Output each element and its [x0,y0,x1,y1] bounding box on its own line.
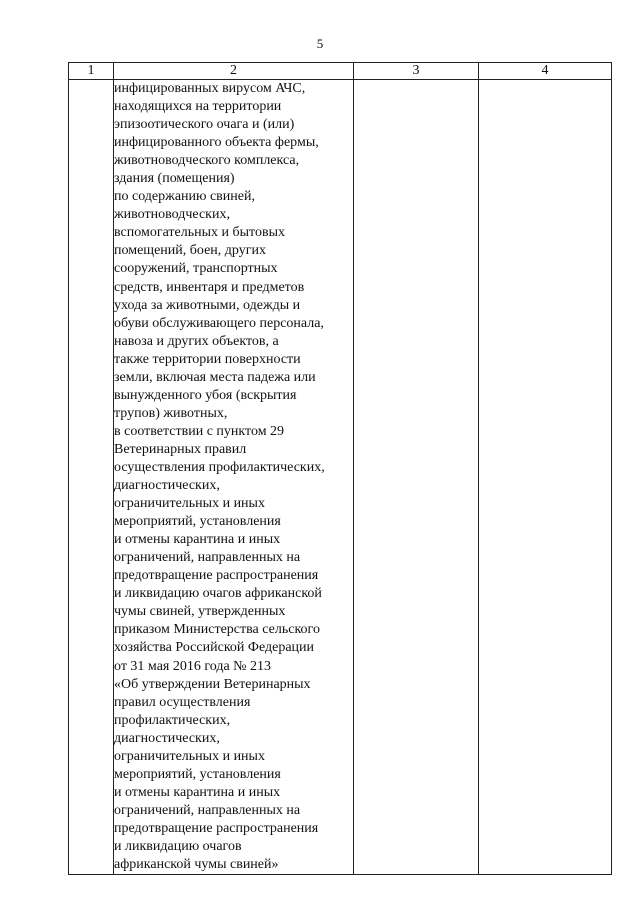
text-line: хозяйства Российской Федерации [114,640,315,656]
text-line: африканской чумы свиней» [114,857,279,873]
header-row [69,63,612,80]
text-line: земли, включая места падежа или [114,369,316,385]
text-line: по содержанию свиней, [114,189,255,205]
table-row [69,80,612,875]
text-line: ограничений, направленных на [114,550,301,566]
column-header-4: 4 [479,63,612,80]
text-line: предотвращение распространения [114,568,319,584]
cell-col-1 [69,80,114,875]
text-line: помещений, боен, других [114,243,266,259]
text-line: животноводческого комплекса, [114,153,300,169]
text-line: в соответствии с пунктом 29 [114,423,285,439]
text-line: диагностических, [114,730,220,746]
text-line: также территории поверхности [114,351,301,367]
text-line: диагностических, [114,478,220,494]
cell-col-4 [479,80,612,875]
text-line: осуществления профилактических, [114,459,325,475]
text-line: мероприятий, установления [114,766,281,782]
page-number: 5 [316,36,324,51]
text-line: предотвращение распространения [114,820,319,836]
document-table [68,62,612,875]
text-line: средств, инвентаря и предметов [114,279,305,295]
column-header-2: 2 [114,63,354,80]
text-line: от 31 мая 2016 года № 213 [114,658,272,674]
table-body [69,80,612,875]
column-header-1: 1 [69,63,114,80]
text-line: и отмены карантина и иных [114,784,281,800]
text-line: Ветеринарных правил [114,441,247,457]
text-line: вспомогательных и бытовых [114,225,285,241]
column-header-3: 3 [354,63,479,80]
text-line: здания (помещения) [114,171,235,187]
text-line: ухода за животными, одежды и [114,297,301,313]
text-line: навоза и других объектов, а [114,333,279,349]
text-line: мероприятий, установления [114,514,281,530]
text-line: ограничительных и иных [114,748,265,764]
text-line: инфицированных вирусом АЧС, [114,81,306,96]
text-line: инфицированного объекта фермы, [114,135,319,151]
text-line: ограничительных и иных [114,496,265,512]
text-line: приказом Министерства сельского [114,622,320,638]
table-header [69,63,612,80]
text-line: сооружений, транспортных [114,261,278,277]
text-line: эпизоотического очага и (или) [114,117,295,133]
text-line: чумы свиней, утвержденных [114,604,286,620]
text-line: трупов) животных, [114,405,228,421]
text-line: и ликвидацию очагов [114,838,242,854]
text-line: и отмены карантина и иных [114,532,281,548]
text-line: ограничений, направленных на [114,802,301,818]
text-line: вынужденного убоя (вскрытия [114,387,297,403]
text-line: находящихся на территории [114,99,282,115]
text-line: правил осуществления [114,694,251,710]
text-line: животноводческих, [114,207,230,223]
text-line: «Об утверждении Ветеринарных [114,676,311,692]
text-line: профилактических, [114,712,231,728]
text-line: обуви обслуживающего персонала, [114,315,324,331]
cell-col-3 [354,80,479,875]
cell-col-2-text [114,80,354,875]
text-line: и ликвидацию очагов африканской [114,586,322,602]
